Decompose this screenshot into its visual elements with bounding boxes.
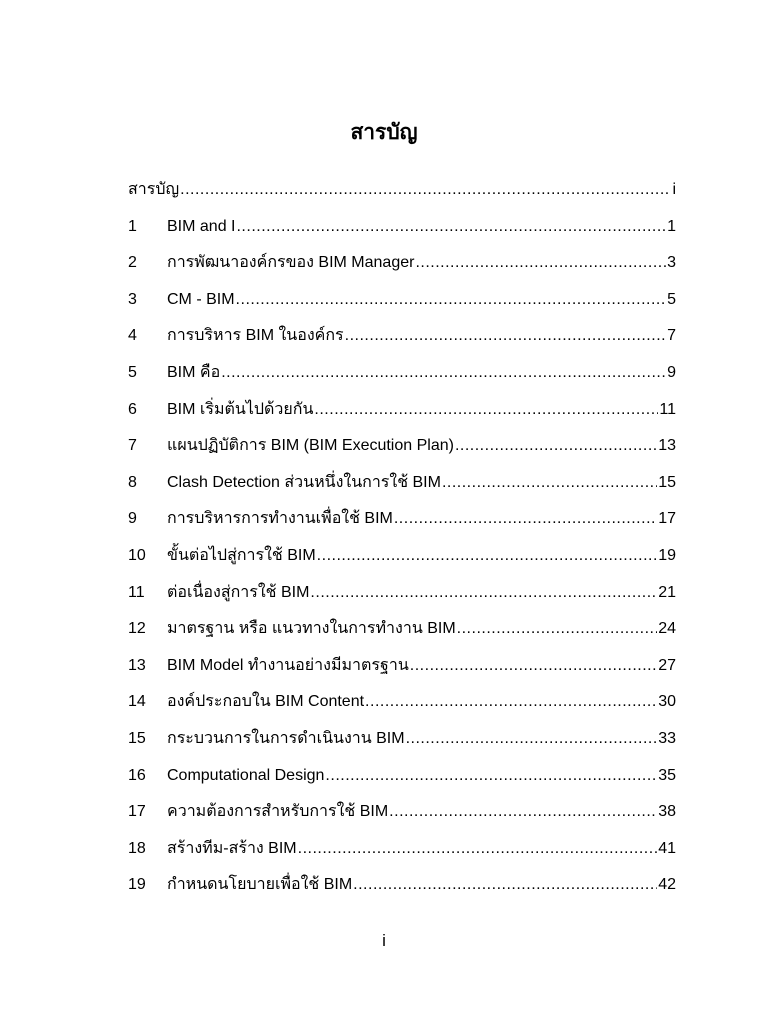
toc-entry-number: 6 — [128, 400, 137, 418]
toc-entry-title: สารบัญ — [128, 181, 180, 198]
toc-dot-leader — [180, 175, 671, 205]
toc-dot-leader — [389, 797, 657, 827]
toc-entry[interactable] — [128, 285, 676, 322]
toc-entry-title: Computational Design — [167, 766, 325, 784]
toc-entry-page: 7 — [667, 327, 676, 345]
toc-entry-page: 33 — [658, 729, 676, 747]
toc-entry-page: 17 — [658, 510, 676, 528]
toc-entry-number: 12 — [128, 620, 146, 638]
toc-entry-page: 1 — [667, 217, 676, 235]
toc-entry-page: 35 — [658, 766, 676, 784]
toc-entry-number: 18 — [128, 839, 146, 857]
toc-dot-leader — [365, 687, 657, 717]
toc-entry-number: 17 — [128, 803, 146, 821]
toc-entry-number: 13 — [128, 656, 146, 674]
toc-dot-leader — [314, 395, 658, 425]
toc-entry[interactable] — [128, 321, 676, 358]
toc-entry-page: 38 — [658, 803, 676, 821]
toc-entry[interactable] — [128, 175, 676, 212]
toc-entry-title: ขั้นต่อไปสู่การใช้ BIM — [167, 546, 316, 564]
toc-dot-leader — [406, 724, 658, 754]
toc-entry-number: 3 — [128, 290, 137, 308]
toc-entry[interactable] — [128, 614, 676, 651]
toc-entry-number: 15 — [128, 729, 146, 747]
toc-entry-page: 42 — [658, 876, 676, 894]
toc-entry-title: การพัฒนาองค์กรของ BIM Manager — [167, 254, 415, 272]
toc-dot-leader — [345, 321, 666, 351]
toc-entry-title: Clash Detection ส่วนหนึ่งในการใช้ BIM — [167, 473, 441, 491]
toc-dot-leader — [442, 468, 657, 498]
toc-entry-title: สร้างทีม-สร้าง BIM — [167, 839, 297, 857]
toc-entry-page: 9 — [667, 363, 676, 381]
toc-entry-title: BIM and I — [167, 217, 236, 235]
toc-entry[interactable] — [128, 358, 676, 395]
toc-entry-title: ความต้องการสำหรับการใช้ BIM — [167, 803, 389, 821]
toc-entry-page: 13 — [658, 437, 676, 455]
toc-entry[interactable] — [128, 212, 676, 249]
toc-entry-page: 27 — [658, 656, 676, 674]
toc-entry[interactable] — [128, 504, 676, 541]
toc-entry-title: ต่อเนื่องสู่การใช้ BIM — [167, 583, 310, 601]
toc-dot-leader — [394, 504, 657, 534]
toc-entry-page: 3 — [667, 254, 676, 272]
toc-entry-page: 5 — [667, 290, 676, 308]
toc-entry-page: 24 — [658, 620, 676, 638]
toc-entry-number: 8 — [128, 473, 137, 491]
toc-dot-leader — [455, 431, 657, 461]
toc-entry[interactable] — [128, 395, 676, 432]
toc-dot-leader — [353, 870, 657, 900]
toc-entry-title: องค์ประกอบใน BIM Content — [167, 693, 365, 711]
toc-entry-title: แผนปฏิบัติการ BIM (BIM Execution Plan) — [167, 437, 454, 455]
toc-entry[interactable] — [128, 248, 676, 285]
toc-entry[interactable] — [128, 797, 676, 834]
toc-entry-number: 1 — [128, 217, 137, 235]
toc-entry-title: มาตรฐาน หรือ แนวทางในการทำงาน BIM — [167, 620, 456, 638]
toc-entry[interactable] — [128, 651, 676, 688]
toc-entry-title: CM - BIM — [167, 290, 235, 308]
toc-entry[interactable] — [128, 834, 676, 871]
toc-entry-number: 7 — [128, 437, 137, 455]
toc-entry-number: 19 — [128, 876, 146, 894]
toc-entry[interactable] — [128, 578, 676, 615]
toc-entry-number: 4 — [128, 327, 137, 345]
toc-entry-number: 16 — [128, 766, 146, 784]
toc-entry-title: การบริหาร BIM ในองค์กร — [167, 327, 344, 345]
table-of-contents — [128, 175, 676, 907]
toc-entry-page: 21 — [658, 583, 676, 601]
toc-entry[interactable] — [128, 541, 676, 578]
toc-dot-leader — [221, 358, 666, 388]
toc-dot-leader — [236, 212, 666, 242]
toc-entry[interactable] — [128, 724, 676, 761]
toc-entry[interactable] — [128, 468, 676, 505]
toc-entry-number: 14 — [128, 693, 146, 711]
toc-entry[interactable] — [128, 761, 676, 798]
toc-entry-number: 10 — [128, 546, 146, 564]
toc-entry-page: 11 — [659, 400, 676, 418]
toc-entry-title: BIM Model ทำงานอย่างมีมาตรฐาน — [167, 656, 409, 674]
toc-dot-leader — [325, 761, 657, 791]
toc-entry-title: กำหนดนโยบายเพื่อใช้ BIM — [167, 876, 353, 894]
page-number: i — [382, 931, 386, 950]
toc-entry-page: 41 — [658, 839, 676, 857]
toc-entry-number: 9 — [128, 510, 137, 528]
toc-entry-number: 11 — [128, 583, 145, 601]
toc-dot-leader — [298, 834, 658, 864]
toc-entry[interactable] — [128, 687, 676, 724]
toc-dot-leader — [415, 248, 666, 278]
toc-entry-title: BIM คือ — [167, 363, 221, 381]
toc-entry-number: 5 — [128, 363, 137, 381]
toc-entry-page: i — [672, 181, 676, 198]
toc-dot-leader — [317, 541, 658, 571]
toc-entry-page: 19 — [658, 546, 676, 564]
toc-entry-number: 2 — [128, 254, 137, 272]
toc-entry-title: กระบวนการในการดำเนินงาน BIM — [167, 729, 405, 747]
toc-dot-leader — [457, 614, 658, 644]
page-title: สารบัญ — [350, 121, 418, 144]
toc-entry-page: 15 — [658, 473, 676, 491]
toc-entry-title: การบริหารการทำงานเพื่อใช้ BIM — [167, 510, 393, 528]
toc-entry-page: 30 — [658, 693, 676, 711]
toc-entry[interactable] — [128, 431, 676, 468]
toc-entry-title: BIM เริ่มต้นไปด้วยกัน — [167, 400, 314, 418]
toc-dot-leader — [410, 651, 657, 681]
toc-entry[interactable] — [128, 870, 676, 907]
toc-dot-leader — [236, 285, 667, 315]
toc-dot-leader — [310, 578, 657, 608]
